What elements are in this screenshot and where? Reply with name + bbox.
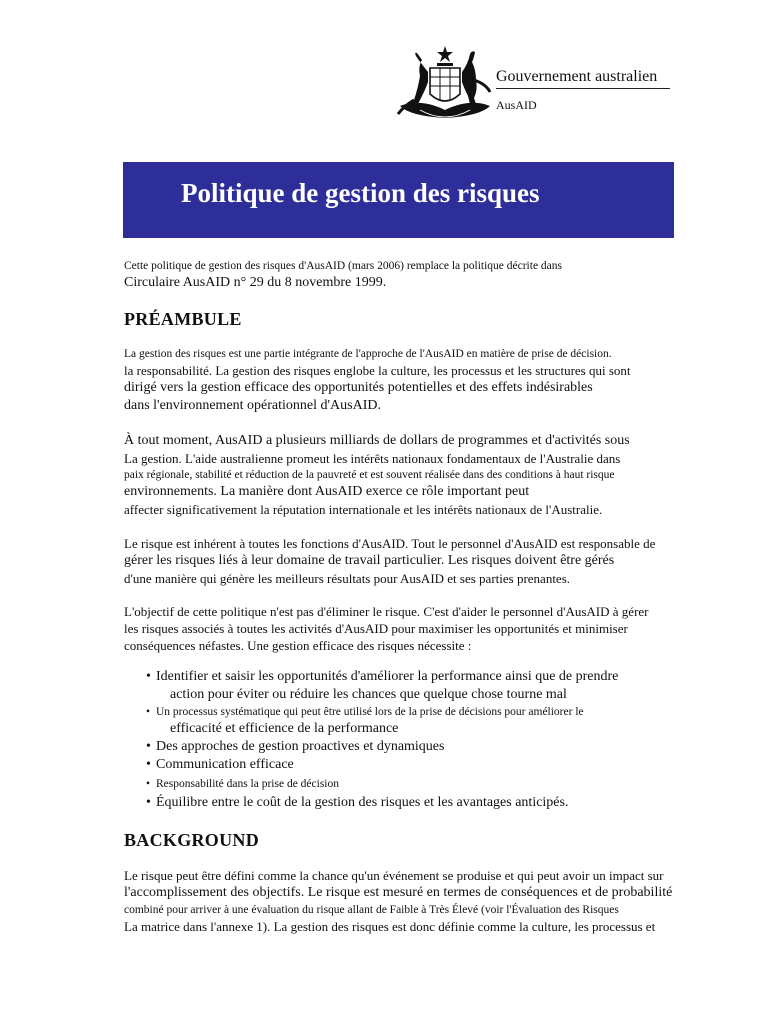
list-item xyxy=(146,668,684,704)
bullet-glyph: • xyxy=(146,757,151,772)
paragraph-line: combiné pour arriver à une évaluation du risque allant de Faible à Très Élevé (voir l'Évaluation des Risques xyxy=(124,904,619,916)
list-item-text: Un processus systématique qui peut être utilisé lors de la prise de décisions pour améliorer le xyxy=(156,706,584,718)
paragraph-line: affecter significativement la réputation internationale et les intérêts nationaux de l'Australie. xyxy=(124,502,603,517)
list-item-text: Responsabilité dans la prise de décision xyxy=(156,778,340,790)
bullet-glyph: • xyxy=(146,778,151,790)
intro-paragraph xyxy=(124,258,684,292)
preambule-paragraph-3 xyxy=(124,535,684,587)
paragraph-line: paix régionale, stabilité et réduction de la pauvreté et est souvent réalisée dans des conditions à haut risque xyxy=(124,469,615,481)
list-item-continuation: action pour éviter ou réduire les chances que quelque chose tourne mal xyxy=(170,687,567,702)
paragraph-line: Le risque peut être défini comme la chance qu'un événement se produise et qui peut avoir un impact sur xyxy=(124,868,664,883)
list-item-continuation: efficacité et efficience de la performance xyxy=(170,721,399,736)
paragraph-line: La matrice dans l'annexe 1). La gestion des risques est donc définie comme la culture, les processus et xyxy=(124,919,656,934)
list-item xyxy=(146,738,684,756)
government-name: Gouvernement australien xyxy=(496,68,670,89)
requirements-list xyxy=(124,668,684,812)
paragraph-line: dans l'environnement opérationnel d'AusAID. xyxy=(124,398,381,413)
government-header xyxy=(390,38,690,124)
document-body xyxy=(124,258,684,935)
paragraph-line: La gestion des risques est une partie intégrante de l'approche de l'AusAID en matière de prise de décision. xyxy=(124,348,612,360)
preambule-paragraph-2 xyxy=(124,432,684,518)
list-item-text: Identifier et saisir les opportunités d'améliorer la performance ainsi que de prendre xyxy=(156,669,619,684)
paragraph-line: À tout moment, AusAID a plusieurs milliards de dollars de programmes et d'activités sous xyxy=(124,433,630,448)
coat-of-arms-logo xyxy=(390,44,500,124)
list-item xyxy=(146,774,684,794)
paragraph-line: l'accomplissement des objectifs. Le risque est mesuré en termes de conséquences et de probabilité xyxy=(124,885,673,900)
list-item xyxy=(146,756,684,774)
agency-name: AusAID xyxy=(496,98,537,112)
list-item-text: Équilibre entre le coût de la gestion des risques et les avantages anticipés. xyxy=(156,795,569,810)
bullet-glyph: • xyxy=(146,669,151,684)
paragraph-line: L'objectif de cette politique n'est pas d'éliminer le risque. C'est d'aider le personnel d'AusAID à gérer xyxy=(124,604,649,619)
paragraph-line: gérer les risques liés à leur domaine de travail particulier. Les risques doivent être gérés xyxy=(124,553,615,568)
paragraph-line: La gestion. L'aide australienne promeut les intérêts nationaux fondamentaux de l'Australie dans xyxy=(124,451,621,466)
paragraph-line: la responsabilité. La gestion des risques englobe la culture, les processus et les structures qui sont xyxy=(124,363,631,378)
preambule-paragraph-1 xyxy=(124,346,684,415)
intro-line: Cette politique de gestion des risques d'AusAID (mars 2006) remplace la politique décrite dans xyxy=(124,260,562,272)
background-paragraph-1 xyxy=(124,867,684,935)
document-title: Politique de gestion des risques xyxy=(181,178,540,208)
bullet-glyph: • xyxy=(146,795,151,810)
list-item-text: Communication efficace xyxy=(156,757,294,772)
preambule-paragraph-4 xyxy=(124,603,684,654)
paragraph-line: environnements. La manière dont AusAID exerce ce rôle important peut xyxy=(124,484,530,499)
bullet-glyph: • xyxy=(146,739,151,754)
title-banner xyxy=(123,162,674,238)
paragraph-line: dirigé vers la gestion efficace des opportunités potentielles et des effets indésirables xyxy=(124,380,593,395)
section-heading-preambule: PRÉAMBULE xyxy=(124,309,242,329)
paragraph-line: les risques associés à toutes les activités d'AusAID pour maximiser les opportunités et minimiser xyxy=(124,621,628,636)
paragraph-line: Le risque est inhérent à toutes les fonctions d'AusAID. Tout le personnel d'AusAID est responsable de xyxy=(124,536,656,551)
section-heading-background: BACKGROUND xyxy=(124,830,260,850)
bullet-glyph: • xyxy=(146,706,151,718)
paragraph-line: d'une manière qui génère les meilleurs résultats pour AusAID et ses parties prenantes. xyxy=(124,571,571,586)
list-item xyxy=(146,794,684,812)
intro-line: Circulaire AusAID n° 29 du 8 novembre 1999. xyxy=(124,275,387,290)
paragraph-line: conséquences néfastes. Une gestion efficace des risques nécessite : xyxy=(124,638,472,653)
list-item xyxy=(146,704,684,738)
list-item-text: Des approches de gestion proactives et dynamiques xyxy=(156,739,445,754)
